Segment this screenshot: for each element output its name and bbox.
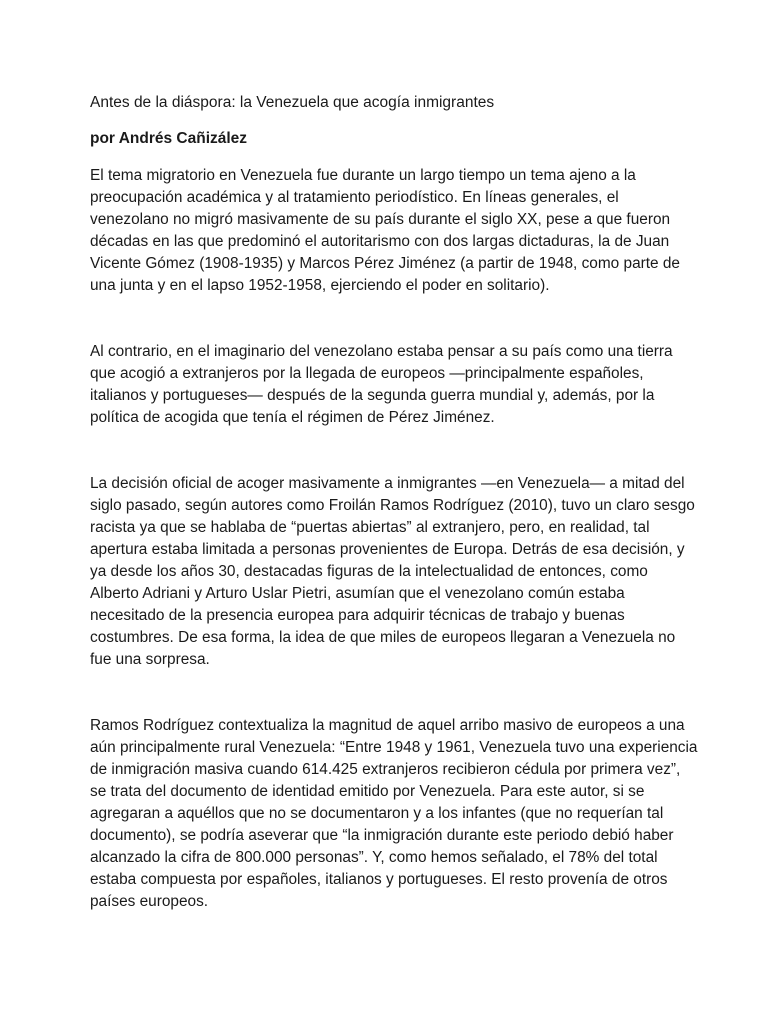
paragraph-line: países europeos. xyxy=(90,893,209,910)
paragraph-2 xyxy=(90,341,690,429)
paragraph-line: agregaran a aquéllos que no se documentaron y a los infantes (que no requerían tal xyxy=(90,805,664,822)
paragraph-line: documento), se podría aseverar que “la inmigración durante este periodo debió haber xyxy=(90,827,674,844)
paragraph-line: necesitado de la presencia europea para adquirir técnicas de trabajo y buenas xyxy=(90,607,625,624)
paragraph-line: se trata del documento de identidad emitido por Venezuela. Para este autor, si se xyxy=(90,783,645,800)
paragraph-line: una junta y en el lapso 1952-1958, ejerciendo el poder en solitario). xyxy=(90,277,550,294)
paragraph-line: que acogió a extranjeros por la llegada de europeos —principalmente españoles, xyxy=(90,365,644,382)
paragraph-spacer xyxy=(90,429,690,473)
paragraph-line: siglo pasado, según autores como Froilán Ramos Rodríguez (2010), tuvo un claro sesgo xyxy=(90,497,695,514)
paragraph-line: política de acogida que tenía el régimen de Pérez Jiménez. xyxy=(90,409,495,426)
paragraph-line: La decisión oficial de acoger masivamente a inmigrantes —en Venezuela— a mitad del xyxy=(90,475,685,492)
article-byline: por Andrés Cañizález xyxy=(90,130,248,147)
paragraph-line: El tema migratorio en Venezuela fue durante un largo tiempo un tema ajeno a la xyxy=(90,167,636,184)
paragraph-line: venezolano no migró masivamente de su país durante el siglo XX, pese a que fueron xyxy=(90,211,671,228)
paragraph-line: alcanzado la cifra de 800.000 personas”. Y, como hemos señalado, el 78% del total xyxy=(90,849,658,866)
paragraph-spacer xyxy=(90,297,690,341)
paragraph-3 xyxy=(90,473,695,671)
paragraph-line: Al contrario, en el imaginario del venezolano estaba pensar a su país como una tierra xyxy=(90,343,673,360)
paragraph-line: Ramos Rodríguez contextualiza la magnitud de aquel arribo masivo de europeos a una xyxy=(90,717,685,734)
paragraph-spacer xyxy=(90,671,690,715)
article-title: Antes de la diáspora: la Venezuela que acogía inmigrantes xyxy=(90,94,495,111)
paragraph-line: fue una sorpresa. xyxy=(90,651,210,668)
paragraph-line: ya desde los años 30, destacadas figuras de la intelectualidad de entonces, como xyxy=(90,563,648,580)
document-page xyxy=(90,92,698,913)
paragraph-line: aún principalmente rural Venezuela: “Entre 1948 y 1961, Venezuela tuvo una experiencia xyxy=(90,739,698,756)
paragraph-4 xyxy=(90,715,698,913)
paragraph-line: estaba compuesta por españoles, italianos y portugueses. El resto provenía de otros xyxy=(90,871,668,888)
paragraph-line: apertura estaba limitada a personas provenientes de Europa. Detrás de esa decisión, y xyxy=(90,541,685,558)
paragraph-line: preocupación académica y al tratamiento periodístico. En líneas generales, el xyxy=(90,189,619,206)
paragraph-line: Vicente Gómez (1908-1935) y Marcos Pérez Jiménez (a partir de 1948, como parte de xyxy=(90,255,680,272)
paragraph-line: de inmigración masiva cuando 614.425 extranjeros recibieron cédula por primera vez”, xyxy=(90,761,681,778)
paragraph-line: racista ya que se hablaba de “puertas abiertas” al extranjero, pero, en realidad, tal xyxy=(90,519,650,536)
paragraph-1 xyxy=(90,165,690,297)
paragraph-line: costumbres. De esa forma, la idea de que miles de europeos llegaran a Venezuela no xyxy=(90,629,676,646)
paragraph-line: italianos y portugueses— después de la segunda guerra mundial y, además, por la xyxy=(90,387,655,404)
paragraph-line: Alberto Adriani y Arturo Uslar Pietri, asumían que el venezolano común estaba xyxy=(90,585,625,602)
paragraph-line: décadas en las que predominó el autoritarismo con dos largas dictaduras, la de Juan xyxy=(90,233,670,250)
